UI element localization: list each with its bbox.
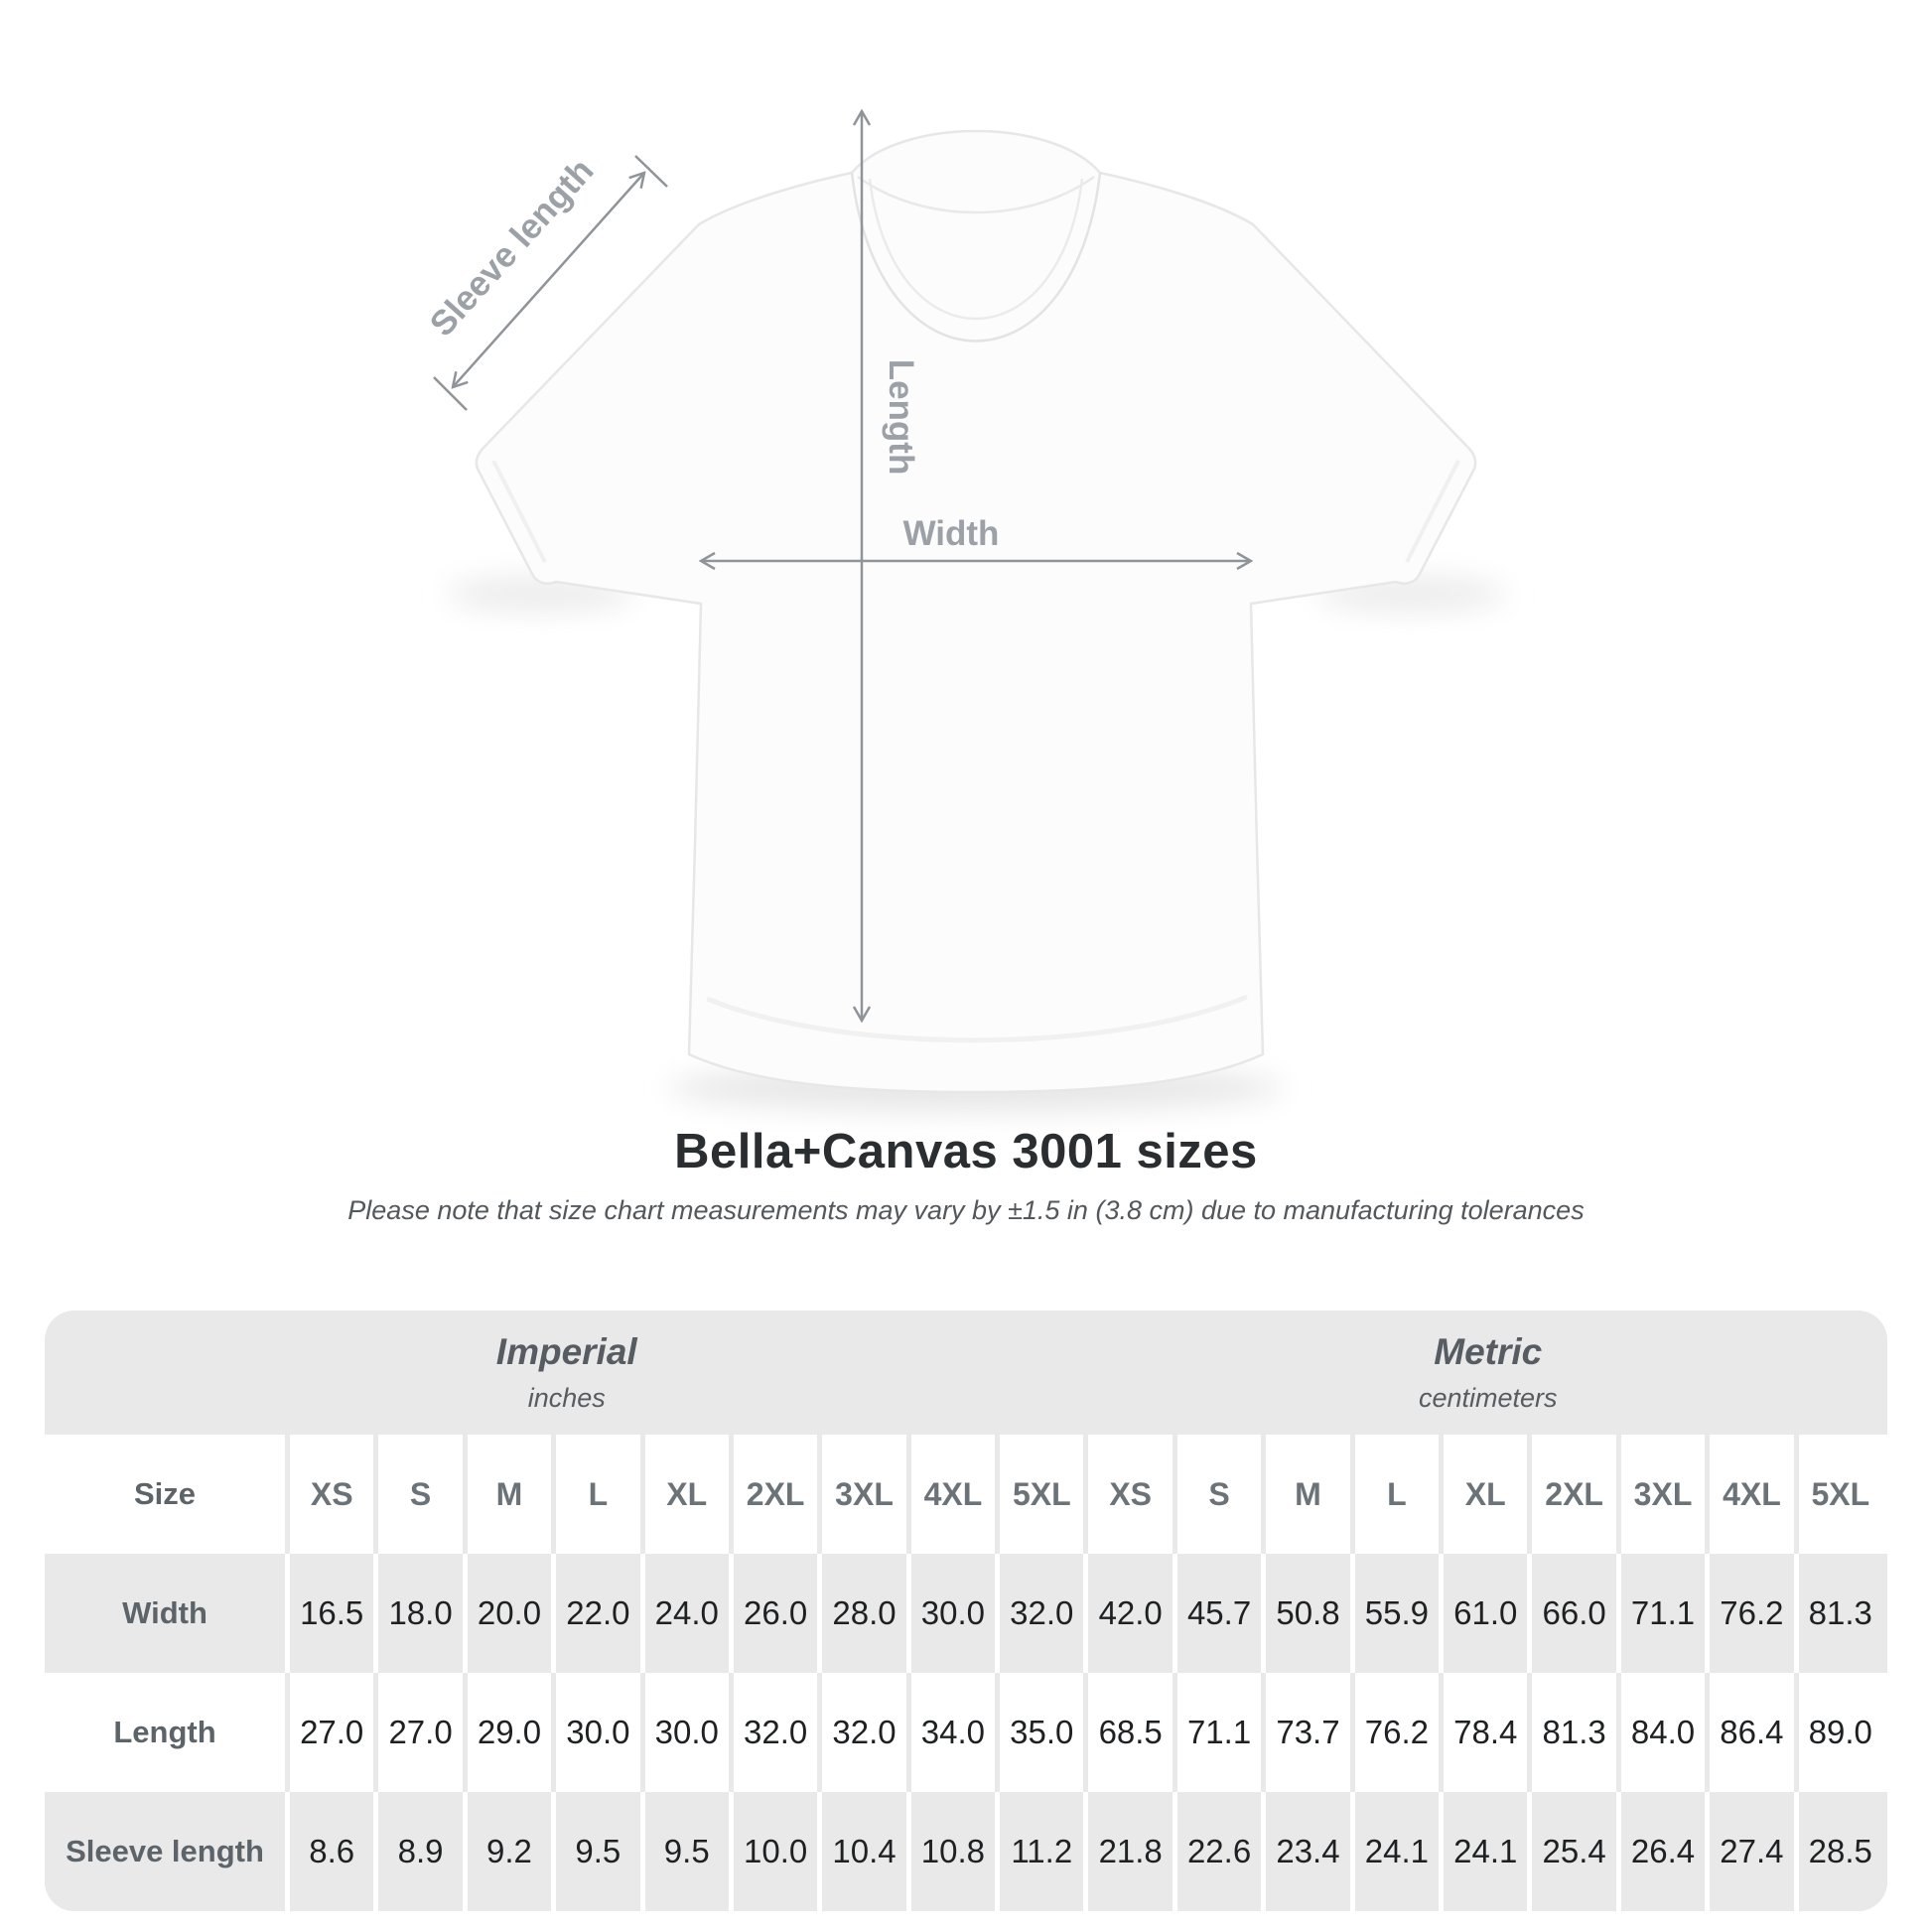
tshirt-graphic	[477, 131, 1475, 1092]
value-cell: 26.0	[734, 1554, 822, 1673]
size-header-cell: S	[378, 1435, 467, 1554]
value-cell: 9.2	[468, 1792, 556, 1911]
value-cell: 24.0	[645, 1554, 734, 1673]
value-cell: 45.7	[1177, 1554, 1266, 1673]
size-header-cell: 5XL	[1799, 1435, 1887, 1554]
metric-title: Metric	[1434, 1331, 1543, 1372]
value-cell: 29.0	[468, 1673, 556, 1792]
value-cell: 32.0	[734, 1673, 822, 1792]
value-cell: 27.4	[1710, 1792, 1798, 1911]
value-cell: 71.1	[1177, 1673, 1266, 1792]
value-cell: 8.6	[290, 1792, 378, 1911]
size-header-cell: 3XL	[822, 1435, 910, 1554]
size-header-cell: S	[1177, 1435, 1266, 1554]
value-cell: 22.6	[1177, 1792, 1266, 1911]
value-cell: 18.0	[378, 1554, 467, 1673]
row-label-cell: Length	[45, 1673, 290, 1792]
value-cell: 55.9	[1355, 1554, 1444, 1673]
value-cell: 81.3	[1799, 1554, 1887, 1673]
size-header-cell: M	[1266, 1435, 1354, 1554]
value-cell: 86.4	[1710, 1673, 1798, 1792]
value-cell: 24.1	[1355, 1792, 1444, 1911]
value-cell: 89.0	[1799, 1673, 1887, 1792]
value-cell: 30.0	[911, 1554, 1000, 1673]
value-cell: 78.4	[1444, 1673, 1532, 1792]
size-header-cell: 2XL	[734, 1435, 822, 1554]
value-cell: 73.7	[1266, 1673, 1354, 1792]
value-cell: 84.0	[1621, 1673, 1710, 1792]
value-cell: 28.5	[1799, 1792, 1887, 1911]
value-cell: 16.5	[290, 1554, 378, 1673]
value-cell: 26.4	[1621, 1792, 1710, 1911]
value-cell: 66.0	[1532, 1554, 1620, 1673]
unit-header-imperial	[45, 1311, 1089, 1435]
length-label: Length	[882, 358, 920, 476]
value-cell: 61.0	[1444, 1554, 1532, 1673]
value-cell: 30.0	[645, 1673, 734, 1792]
imperial-title: Imperial	[495, 1331, 637, 1372]
value-cell: 50.8	[1266, 1554, 1354, 1673]
title-block	[0, 1124, 1932, 1226]
value-cell: 28.0	[822, 1554, 910, 1673]
value-cell: 35.0	[1000, 1673, 1088, 1792]
value-cell: 71.1	[1621, 1554, 1710, 1673]
sleeve-length-label: Sleeve length	[422, 151, 602, 345]
size-header-cell: L	[1355, 1435, 1444, 1554]
value-cell: 9.5	[645, 1792, 734, 1911]
value-cell: 24.1	[1444, 1792, 1532, 1911]
size-header-cell: M	[468, 1435, 556, 1554]
value-cell: 76.2	[1355, 1673, 1444, 1792]
value-cell: 21.8	[1088, 1792, 1176, 1911]
size-header-cell: 2XL	[1532, 1435, 1620, 1554]
value-cell: 8.9	[378, 1792, 467, 1911]
size-header-cell: XS	[1088, 1435, 1176, 1554]
value-cell: 30.0	[556, 1673, 644, 1792]
unit-header-metric	[1089, 1311, 1888, 1435]
metric-unit: centimeters	[1418, 1383, 1558, 1413]
chart-title: Bella+Canvas 3001 sizes	[674, 1125, 1258, 1178]
value-cell: 42.0	[1088, 1554, 1176, 1673]
size-header-cell: 5XL	[1000, 1435, 1088, 1554]
size-column-header: Size	[45, 1435, 290, 1554]
size-table	[45, 1311, 1887, 1911]
value-cell: 22.0	[556, 1554, 644, 1673]
value-cell: 32.0	[822, 1673, 910, 1792]
value-cell: 25.4	[1532, 1792, 1620, 1911]
value-cell: 27.0	[378, 1673, 467, 1792]
chart-subtitle: Please note that size chart measurements may vary by ±1.5 in (3.8 cm) due to manufacturing tolerances	[347, 1195, 1585, 1225]
units-header-row	[45, 1311, 1887, 1435]
row-label-cell: Sleeve length	[45, 1792, 290, 1911]
size-header-cell: 4XL	[1710, 1435, 1798, 1554]
width-label: Width	[902, 514, 1000, 553]
size-header-cell: XL	[1444, 1435, 1532, 1554]
value-cell: 76.2	[1710, 1554, 1798, 1673]
value-cell: 11.2	[1000, 1792, 1088, 1911]
value-cell: 10.4	[822, 1792, 910, 1911]
value-cell: 10.0	[734, 1792, 822, 1911]
size-header-cell: L	[556, 1435, 644, 1554]
imperial-unit: inches	[527, 1383, 606, 1413]
value-cell: 10.8	[911, 1792, 1000, 1911]
size-header-cell: XL	[645, 1435, 734, 1554]
value-cell: 20.0	[468, 1554, 556, 1673]
size-header-cell: 3XL	[1621, 1435, 1710, 1554]
value-cell: 34.0	[911, 1673, 1000, 1792]
row-label-cell: Width	[45, 1554, 290, 1673]
value-cell: 23.4	[1266, 1792, 1354, 1911]
value-cell: 81.3	[1532, 1673, 1620, 1792]
value-cell: 32.0	[1000, 1554, 1088, 1673]
value-cell: 27.0	[290, 1673, 378, 1792]
size-grid	[45, 1435, 1887, 1911]
value-cell: 9.5	[556, 1792, 644, 1911]
size-header-cell: 4XL	[911, 1435, 1000, 1554]
value-cell: 68.5	[1088, 1673, 1176, 1792]
size-header-cell: XS	[290, 1435, 378, 1554]
